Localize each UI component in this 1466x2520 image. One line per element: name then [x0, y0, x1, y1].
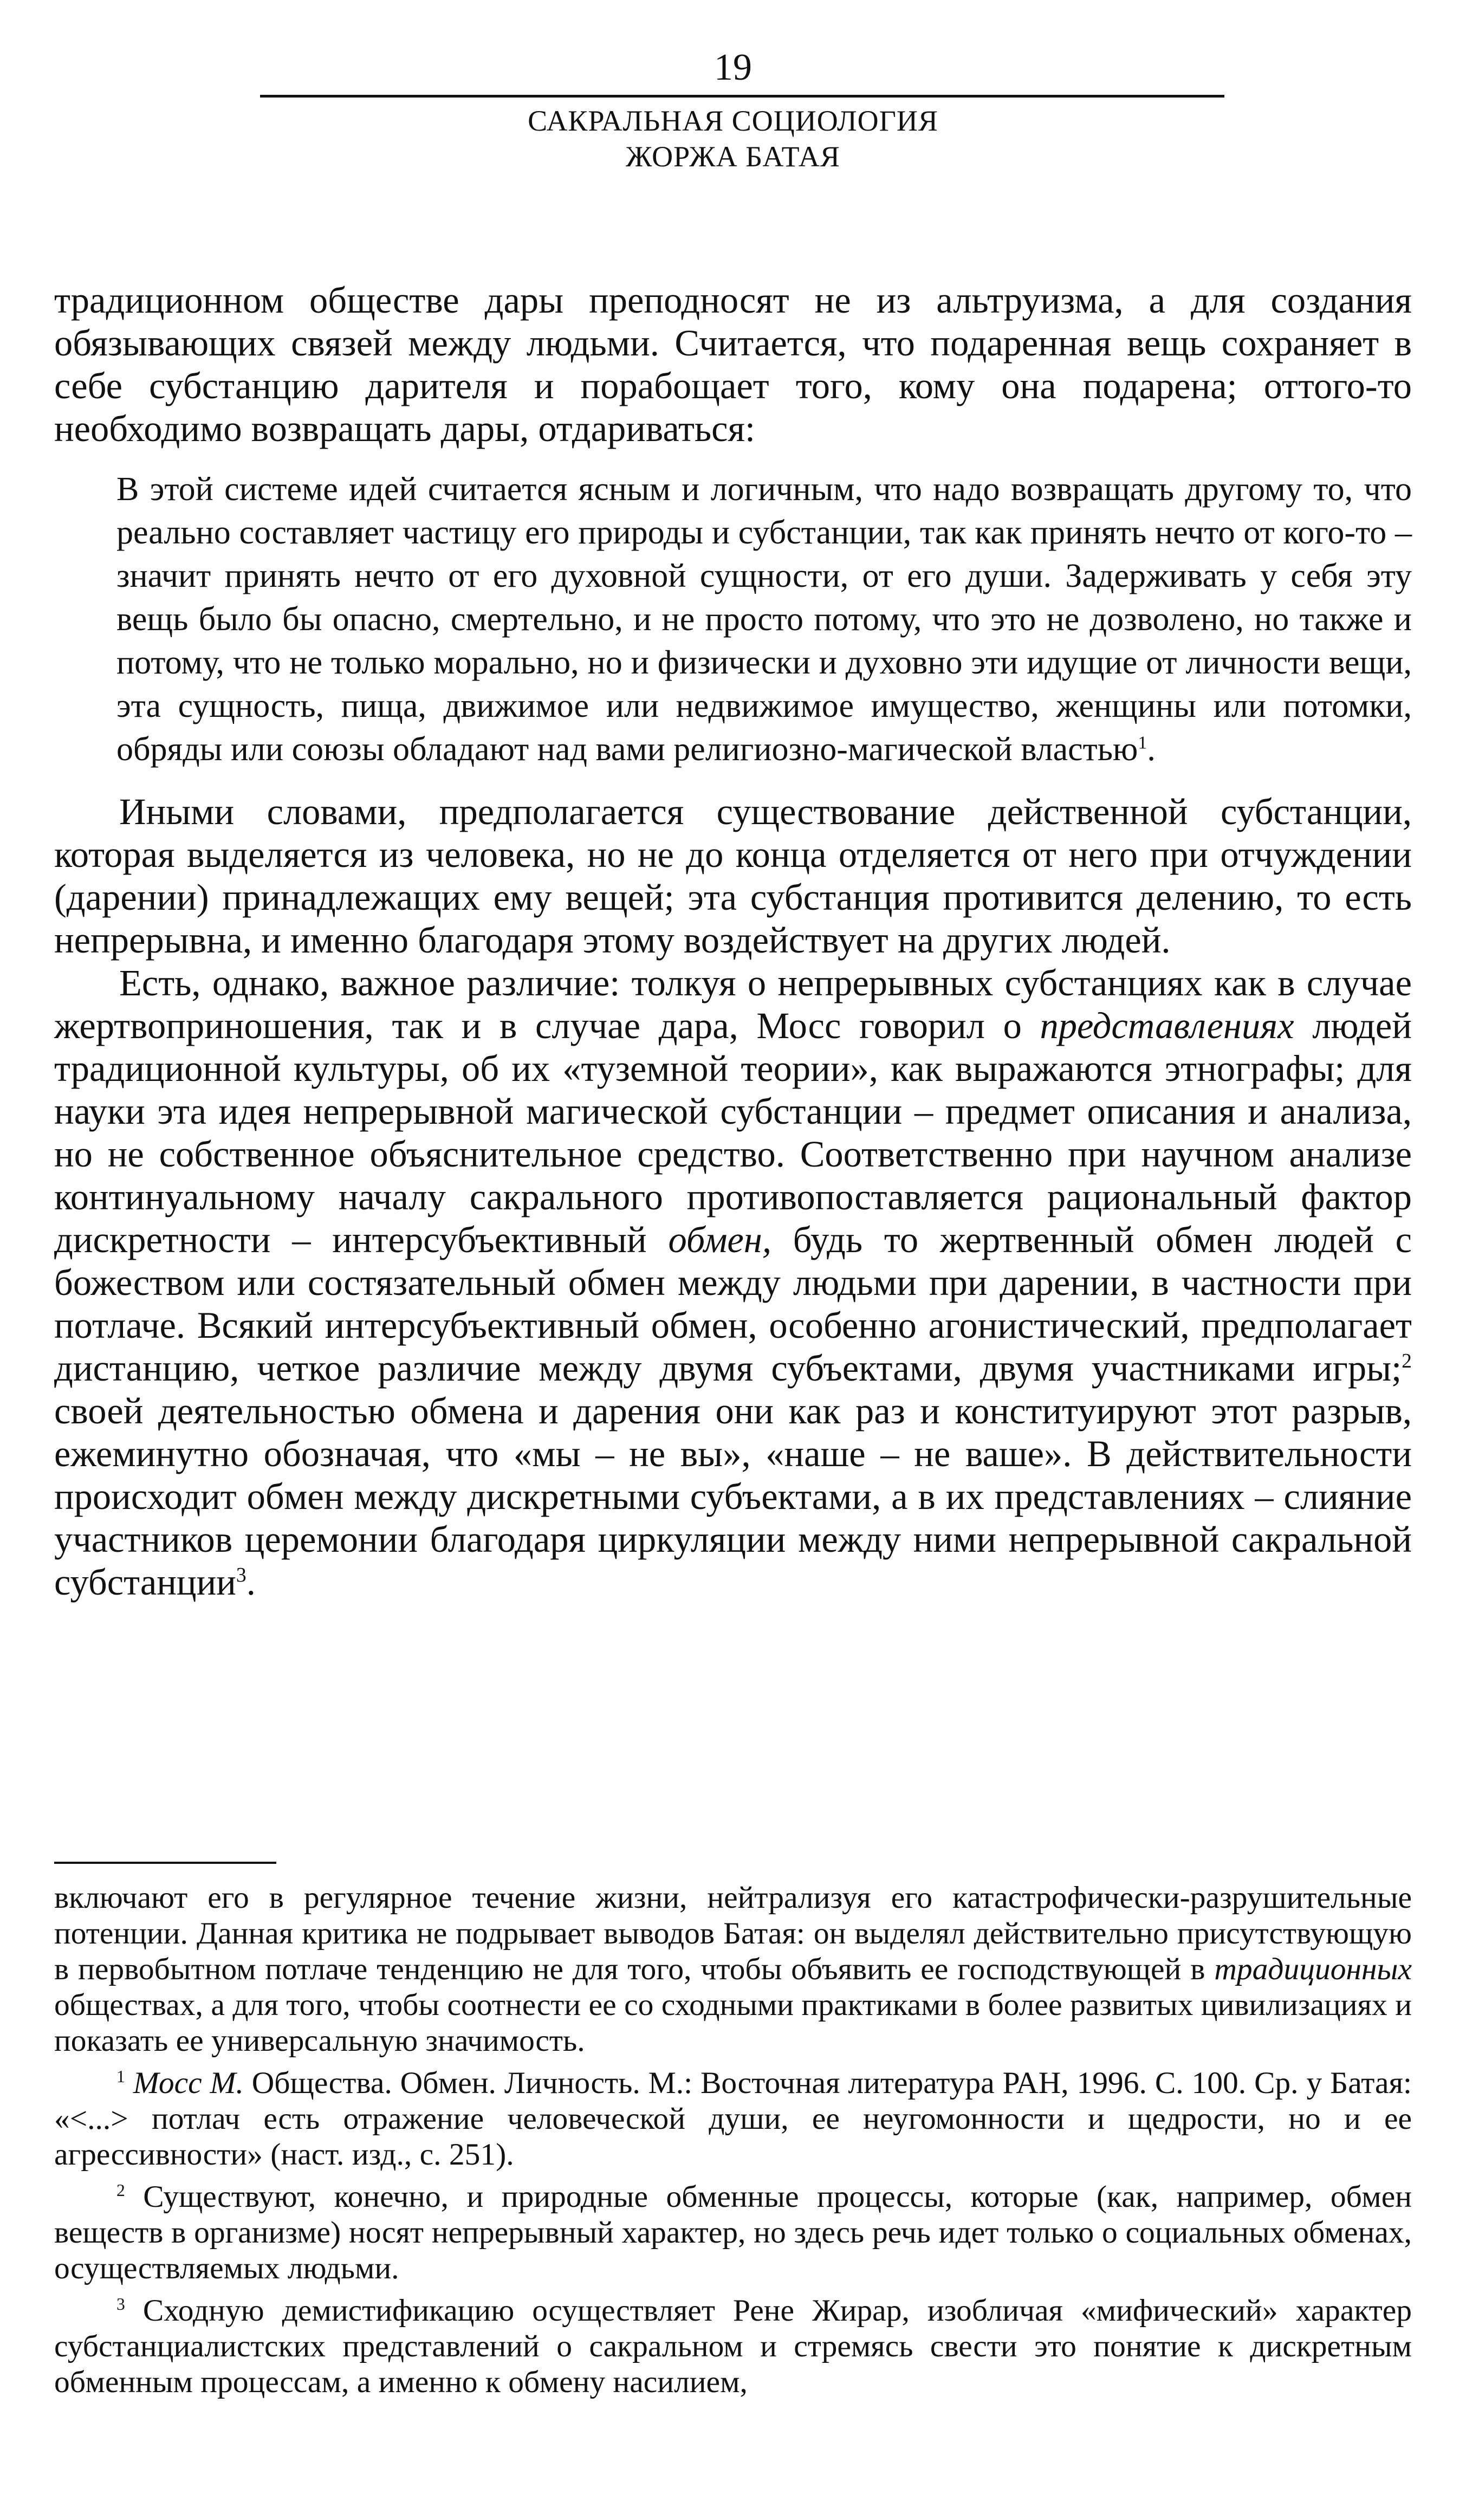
footnote-2-text: Существуют, конечно, и природные обменные процессы, которые (как, например, обмен веществ в организме) носят непрерывный характер, но здесь речь идет только о социальных обменах, осуществляемых людьми.	[54, 2180, 1412, 2285]
footnotes	[54, 1880, 1412, 2400]
footnote-rule	[54, 1862, 276, 1864]
main-text	[54, 279, 1412, 1604]
footnote-2	[54, 2179, 1412, 2286]
running-head	[0, 103, 1466, 174]
emphasis-obmen: обмен,	[668, 1219, 771, 1260]
footnote-3	[54, 2293, 1412, 2400]
paragraph-3-part-b: людей традиционной культуры, об их «туземной теории», как выражаются этнографы; для науки эта идея непрерывной магической субстанции – предмет описания и анализа, но не собственное объяснительное средство. Соответственно при научном анализе континуальному началу сакрального противопоставляется рациональный фактор дискретности – интерсубъективный	[54, 1005, 1412, 1260]
emphasis-predstavleniyakh: представлениях	[1040, 1005, 1294, 1046]
page-number: 19	[714, 47, 752, 88]
running-head-line-2: ЖОРЖА БАТАЯ	[626, 140, 840, 173]
emphasis-traditsionnykh: традиционных	[1214, 1952, 1412, 1986]
paragraph-3-part-a: Есть, однако, важное различие: толкуя о непрерывных субстанциях как в случае жертвоприношения, так и в случае дара, Мосс говорил о	[54, 962, 1412, 1046]
footnote-continuation	[54, 1880, 1412, 2059]
footnote-ref-2: 2	[1402, 1350, 1412, 1373]
block-quote	[116, 468, 1412, 771]
block-quote-end: .	[1147, 731, 1156, 768]
header-rule	[260, 95, 1224, 98]
paragraph-3-part-c: будь то жертвенный обмен людей с божеством или состязательный обмен между людьми при дарении, в частности при потлаче. Всякий интерсубъективный обмен, особенно агонистический, предполагает дистанцию, четкое различие между двумя субъектами, двумя участниками игры;	[54, 1219, 1412, 1389]
footnote-ref-1: 1	[1138, 733, 1147, 753]
footnote-continuation-b: обществах, а для того, чтобы соотнести ее со сходными практиками в более развитых цивилизациях и показать ее универсальную значимость.	[54, 1988, 1412, 2058]
footnote-2-number: 2	[116, 2180, 125, 2200]
footnote-ref-3: 3	[236, 1564, 247, 1587]
footnote-continuation-a: включают его в регулярное течение жизни, нейтрализуя его катастрофически-разрушительные потенции. Данная критика не подрывает выводов Батая: он выделял действительно присутствующую в первобытном потлаче тенденцию не для того, чтобы объявить ее господствующей в	[54, 1881, 1412, 1986]
footnote-1	[54, 2065, 1412, 2173]
paragraph-3-end: .	[246, 1562, 256, 1603]
paragraph-3-part-d: своей деятельностью обмена и дарения они как раз и конституируют этот разрыв, ежеминутно обозначая, что «мы – не вы», «наше – не ваше». В действительности происходит обмен между дискретными субъектами, а в их представлениях – слияние участников церемонии благодаря циркуляции между ними непрерывной сакральной субстанции	[54, 1390, 1412, 1603]
body-paragraph-2: Иными словами, предполагается существование действенной субстанции, которая выделяется из человека, но не до конца отделяется от него при отчуждении (дарении) принадлежащих ему вещей; эта субстанция противится делению, то есть непрерывна, и именно благодаря этому воздействует на других людей.	[54, 791, 1412, 961]
running-head-line-1: САКРАЛЬНАЯ СОЦИОЛОГИЯ	[528, 105, 938, 137]
footnote-3-number: 3	[116, 2294, 125, 2314]
body-paragraph-1: традиционном обществе дары преподносят не из альтруизма, а для создания обязывающих связей между людьми. Считается, что подаренная вещь сохраняет в себе субстанцию дарителя и порабощает того, кому она подарена; оттого-то необходимо возвращать дары, отдариваться:	[54, 280, 1412, 449]
footnote-1-author: Мосс М.	[133, 2066, 244, 2100]
block-quote-text: В этой системе идей считается ясным и логичным, что надо возвращать другому то, что реально составляет частицу его природы и субстанции, так как принять нечто от кого-то – значит принять нечто от его духовной сущности, от его души. Задерживать у себя эту вещь было бы опасно, смертельно, и не просто потому, что это не дозволено, но также и потому, что не только морально, но и физически и духовно эти идущие от личности вещи, эта сущность, пища, движимое или недвижимое имущество, женщины или потомки, обряды или союзы обладают над вами религиозно-магической властью	[116, 471, 1412, 768]
body-paragraph-3	[54, 962, 1412, 1604]
footnote-1-number: 1	[116, 2066, 125, 2086]
footnote-3-text: Сходную демистификацию осуществляет Рене Жирар, изобличая «мифический» характер субстанциалистских представлений о сакральном и стремясь свести это понятие к дискретным обменным процессам, а именно к обмену насилием,	[54, 2294, 1412, 2399]
footnote-1-text: Общества. Обмен. Личность. М.: Восточная литература РАН, 1996. С. 100. Ср. у Батая: «<...> потлач есть отражение человеческой души, ее неугомонности и щедрости, но и ее агрессивности» (наст. изд., с. 251).	[54, 2066, 1412, 2172]
